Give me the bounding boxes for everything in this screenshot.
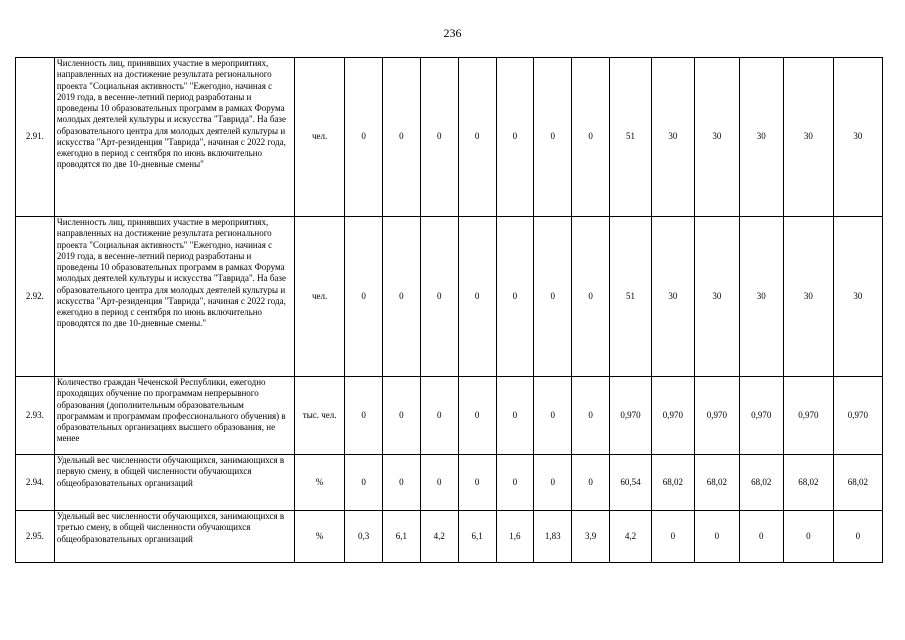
value-cell: 1,83 xyxy=(534,511,572,563)
unit-cell: чел. xyxy=(295,217,345,377)
value-cell: 1,6 xyxy=(496,511,534,563)
row-number-cell: 2.94. xyxy=(16,455,55,511)
value-cell: 0,970 xyxy=(651,377,694,455)
value-cell: 30 xyxy=(694,58,739,217)
row-number-cell: 2.93. xyxy=(16,377,55,455)
value-cell: 0 xyxy=(534,377,572,455)
table-row xyxy=(16,455,883,511)
indicator-description-cell: Удельный вес численности обучающихся, занимающихся в третью смену, в общей численности обучающихся общеобразовательных организаций xyxy=(54,511,294,563)
value-cell: 0,970 xyxy=(833,377,882,455)
indicator-description-cell: Численность лиц, принявших участие в мероприятиях, направленных на достижение результата регионального проекта "Социальная активность" "Ежегодно, начиная с 2019 года, в весенне-летний период разработаны и проведены 10 образовательных программ в рамках Форума молодых деятелей культуры и искусства "Таврида". На базе образовательного центра для молодых деятелей культуры и искусства "Арт-резиденция "Таврида", начиная с 2022 года, ежегодно в период с сентября по июнь включительно проводятся по две 10-дневные смены." xyxy=(54,217,294,377)
value-cell: 0 xyxy=(783,511,833,563)
value-cell: 0 xyxy=(420,217,458,377)
value-cell: 0 xyxy=(383,58,421,217)
value-cell: 0,3 xyxy=(345,511,383,563)
unit-cell: чел. xyxy=(295,58,345,217)
value-cell: 0 xyxy=(458,58,496,217)
value-cell: 0 xyxy=(572,58,610,217)
value-cell: 60,54 xyxy=(609,455,651,511)
value-cell: 0 xyxy=(458,455,496,511)
unit-cell: % xyxy=(295,455,345,511)
value-cell: 0 xyxy=(383,455,421,511)
value-cell: 0 xyxy=(420,377,458,455)
value-cell: 51 xyxy=(609,217,651,377)
row-number-cell: 2.95. xyxy=(16,511,55,563)
value-cell: 0 xyxy=(572,217,610,377)
value-cell: 6,1 xyxy=(458,511,496,563)
value-cell: 0 xyxy=(739,511,783,563)
value-cell: 3,9 xyxy=(572,511,610,563)
value-cell: 0,970 xyxy=(739,377,783,455)
value-cell: 30 xyxy=(833,58,882,217)
row-number-cell: 2.92. xyxy=(16,217,55,377)
value-cell: 0 xyxy=(833,511,882,563)
table-row xyxy=(16,377,883,455)
value-cell: 30 xyxy=(694,217,739,377)
value-cell: 30 xyxy=(739,217,783,377)
value-cell: 30 xyxy=(651,58,694,217)
value-cell: 0 xyxy=(458,217,496,377)
value-cell: 0 xyxy=(496,455,534,511)
row-number-cell: 2.91. xyxy=(16,58,55,217)
value-cell: 0 xyxy=(420,58,458,217)
value-cell: 0 xyxy=(383,377,421,455)
indicators-table xyxy=(15,57,883,563)
indicator-description-cell: Удельный вес численности обучающихся, занимающихся в первую смену, в общей численности обучающихся общеобразовательных организаций xyxy=(54,455,294,511)
value-cell: 0 xyxy=(345,58,383,217)
value-cell: 0 xyxy=(496,377,534,455)
value-cell: 0 xyxy=(694,511,739,563)
indicator-description-cell: Количество граждан Чеченской Республики, ежегодно проходящих обучение по программам непрерывного образования (дополнительным образовательным программам и программам профессионального обучения) в образовательных организациях высшего образования, не менее xyxy=(54,377,294,455)
value-cell: 0 xyxy=(420,455,458,511)
value-cell: 0 xyxy=(496,58,534,217)
value-cell: 0 xyxy=(572,455,610,511)
value-cell: 0 xyxy=(383,217,421,377)
value-cell: 30 xyxy=(783,58,833,217)
value-cell: 0 xyxy=(496,217,534,377)
value-cell: 0 xyxy=(458,377,496,455)
value-cell: 4,2 xyxy=(420,511,458,563)
value-cell: 0,970 xyxy=(609,377,651,455)
value-cell: 0 xyxy=(345,377,383,455)
value-cell: 30 xyxy=(739,58,783,217)
page-number: 236 xyxy=(443,26,462,40)
value-cell: 68,02 xyxy=(739,455,783,511)
table-row xyxy=(16,511,883,563)
value-cell: 4,2 xyxy=(609,511,651,563)
value-cell: 0 xyxy=(345,455,383,511)
value-cell: 0 xyxy=(345,217,383,377)
unit-cell: % xyxy=(295,511,345,563)
value-cell: 0 xyxy=(534,217,572,377)
value-cell: 0 xyxy=(572,377,610,455)
value-cell: 30 xyxy=(783,217,833,377)
value-cell: 0 xyxy=(651,511,694,563)
value-cell: 51 xyxy=(609,58,651,217)
unit-cell: тыс. чел. xyxy=(295,377,345,455)
value-cell: 0 xyxy=(534,58,572,217)
value-cell: 30 xyxy=(833,217,882,377)
table-row xyxy=(16,58,883,217)
value-cell: 68,02 xyxy=(783,455,833,511)
value-cell: 0 xyxy=(534,455,572,511)
value-cell: 68,02 xyxy=(833,455,882,511)
value-cell: 0,970 xyxy=(694,377,739,455)
value-cell: 68,02 xyxy=(694,455,739,511)
table-body xyxy=(16,58,883,563)
value-cell: 68,02 xyxy=(651,455,694,511)
value-cell: 0,970 xyxy=(783,377,833,455)
value-cell: 30 xyxy=(651,217,694,377)
value-cell: 6,1 xyxy=(383,511,421,563)
indicator-description-cell: Численность лиц, принявших участие в мероприятиях, направленных на достижение результата регионального проекта "Социальная активность" "Ежегодно, начиная с 2019 года, в весенне-летний период разработаны и проведены 10 образовательных программ в рамках Форума молодых деятелей культуры и искусства "Таврида". На базе образовательного центра для молодых деятелей культуры и искусства "Арт-резиденция "Таврида", начиная с 2022 года, ежегодно в период с сентября по июнь включительно проводятся по две 10-дневные смены" xyxy=(54,58,294,217)
table-row xyxy=(16,217,883,377)
